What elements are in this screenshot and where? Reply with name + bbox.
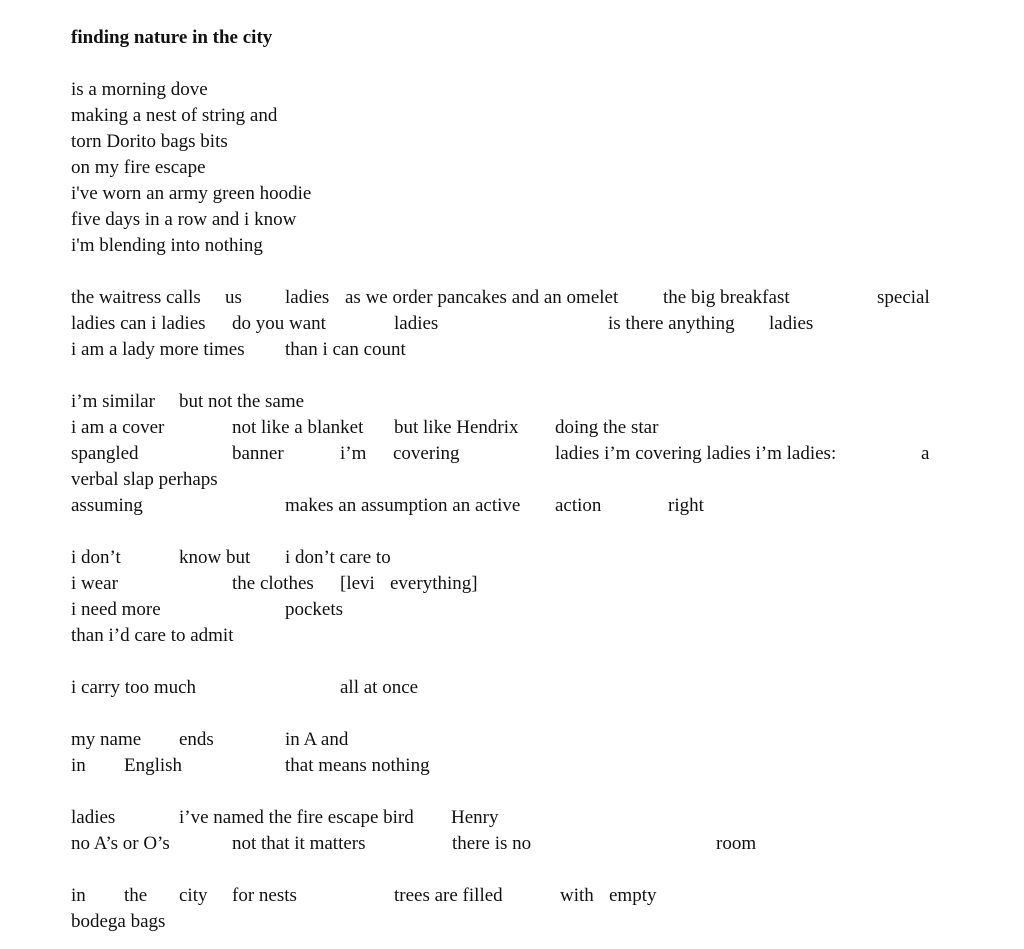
poem-text-segment: spangled [71,443,139,464]
poem-text-segment: everything] [390,573,478,594]
poem-text-segment: in [71,885,86,906]
poem-line [0,885,900,907]
poem-text-segment: ladies [71,807,116,828]
poem-line [0,677,900,699]
poem-line [0,287,930,309]
poem-text-segment: but like Hendrix [394,417,519,438]
poem-text-segment: ladies [394,313,439,334]
poem-text-segment: i don’t care to [285,547,391,568]
poem-text-segment: is there anything [608,313,735,334]
poem-text-segment: ladies i’m covering ladies i’m ladies: [555,443,837,464]
poem-text-segment: as we order pancakes and an omelet [345,287,619,308]
poem-line [0,573,900,595]
poem-text-segment: for nests [232,885,297,906]
poem-text-segment: doing the star [555,417,659,438]
poem-text-segment: but not the same [179,391,305,412]
poem-line [0,807,900,829]
poem-text-segment: i’ve named the fire escape bird [179,807,414,828]
poem-line [0,833,900,855]
poem-text-segment: English [124,755,183,776]
poem-text-segment: room [716,833,757,854]
poem-text-segment: than i’d care to admit [71,625,234,646]
poem-text-segment: is a morning dove [71,79,208,100]
poem-text-segment: not like a blanket [232,417,364,438]
poem-line [0,547,900,569]
poem-text-segment: know but [179,547,251,568]
poem-text-segment: covering [393,443,460,464]
poem-text-segment: assuming [71,495,143,516]
poem-text-segment: i am a lady more times [71,339,245,360]
poem-text-segment: making a nest of string and [71,105,278,126]
poem-text-segment: ladies [285,287,330,308]
poem-text-segment: banner [232,443,284,464]
poem-text-segment: i don’t [71,547,121,568]
poem-line [0,131,900,153]
poem-text-segment: torn Dorito bags bits [71,131,228,152]
poem-text-segment: right [668,495,704,516]
poem-text-segment: bodega bags [71,911,166,932]
poem-line [0,313,900,335]
poem-line [0,417,900,439]
poem-text-segment: i’m [340,443,367,464]
poem-text-segment: there is no [452,833,532,854]
poem-text-segment: us [225,287,242,308]
poem-line [0,79,900,101]
poem-text-segment: verbal slap perhaps [71,469,218,490]
poem-text-segment: [levi [340,573,375,594]
poem-text-segment: ladies [769,313,814,334]
poem-line [0,157,900,179]
poem-text-segment: in A and [285,729,349,750]
poem-line [0,495,900,517]
poem-text-segment: i am a cover [71,417,165,438]
poem-text-segment: do you want [232,313,326,334]
poem-title: finding nature in the city [71,27,273,48]
poem-text-segment: i've worn an army green hoodie [71,183,312,204]
poem-text-segment: the [124,885,148,906]
poem-text-segment: the big breakfast [663,287,790,308]
poem-text-segment: with [560,885,594,906]
poem-line [0,339,900,361]
poem-line [0,209,900,231]
poem-line [0,443,930,465]
poem-text-segment: in [71,755,86,776]
poem-line [0,105,900,127]
poem-line [0,235,900,257]
poem-text-segment: i carry too much [71,677,197,698]
poem-text-segment: special [877,287,930,308]
poem-text-segment: ladies can i ladies [71,313,206,334]
poem-text-segment: my name [71,729,142,750]
poem-line [0,391,900,413]
poem-text-segment: i’m similar [71,391,155,412]
poem-text-segment: trees are filled [394,885,503,906]
poem-text-segment: that means nothing [285,755,430,776]
poem-line [0,469,900,491]
poem-text-segment: action [555,495,602,516]
poem-text-segment: the clothes [232,573,314,594]
poem-text-segment: i need more [71,599,161,620]
poem-line [0,755,900,777]
poem-text-segment: i'm blending into nothing [71,235,263,256]
poem-text-segment: ends [179,729,214,750]
poem-text-segment: than i can count [285,339,406,360]
poem-text-segment: no A’s or O’s [71,833,170,854]
poem-line [0,625,900,647]
poem-line [0,183,900,205]
poem-text-segment: empty [609,885,657,906]
poem-text-segment: the waitress calls [71,287,201,308]
poem-text-segment: Henry [451,807,499,828]
poem-line [0,729,900,751]
poem-text-segment: all at once [340,677,419,698]
poem-text-segment: on my fire escape [71,157,206,178]
poem-text-segment: a [921,443,930,464]
poem-text-segment: not that it matters [232,833,366,854]
poem-line [0,599,900,621]
poem-text-segment: i wear [71,573,118,594]
poem-text-segment: makes an assumption an active [285,495,521,516]
poem-text-segment: city [179,885,208,906]
poem-text-segment: five days in a row and i know [71,209,297,230]
poem-text-segment: pockets [285,599,344,620]
poem-line [0,911,900,933]
